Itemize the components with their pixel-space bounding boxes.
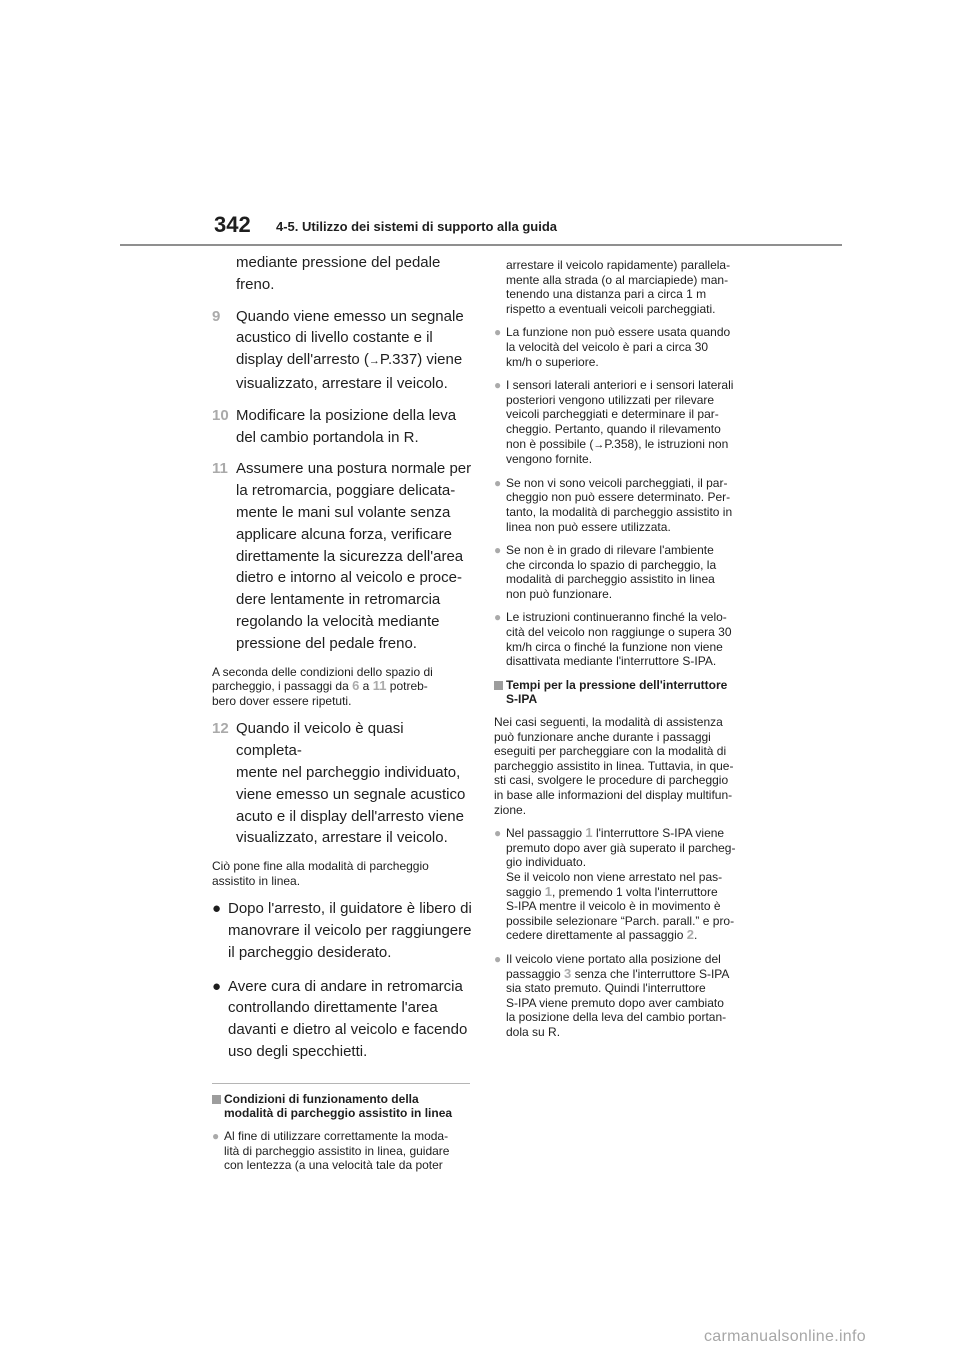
header-divider [120,244,842,246]
bullet-icon: ● [212,1129,220,1144]
left-column [212,252,472,1182]
bullet-continuation: arrestare il veicolo rapidamente) parallela- mente alla strada (o al marciapiede) man- tenendo una distanza pari a circa 1 m rispetto a eventuali veicoli parcheggiati. [506,258,731,316]
bullet-step-3-position: ● Il veicolo viene portato alla posizione del passaggio 3 senza che l'interruttore S-IPA sia stato premuto. Quindi l'interruttore S-IPA viene premuto dopo aver cambiato la posizione della leva del cambio portan- dola su R. [494,951,730,1039]
arrow-right-icon: → [368,355,380,368]
section-title: 4-5. Utilizzo dei sistemi di supporto alla guida [276,219,557,234]
step-10: 10 Modificare la posizione della leva del cambio portandola in R. [212,406,457,446]
bullet-slow-driving: ● Al fine di utilizzare correttamente la moda- lità di parcheggio assistito in linea, guidare con lentezza (a una velocità tale da poter [212,1129,450,1173]
bullet-icon: ● [494,475,502,490]
heading-operating-conditions: Condizioni di funzionamento della modalità di parcheggio assistito in linea [212,1092,472,1121]
bullet-speed-limit: ● La funzione non può essere usata quando la velocità del veicolo è pari a circa 30 km/h o superiore. [494,325,731,369]
bullet-instructions-continue: ● Le istruzioni continueranno finché la velo- cità del veicolo non raggiunge o supera 30 km/h circa o finché la funzione non viene disattivata mediante l'interruttore S-IPA. [494,610,732,669]
step-9: 9 Quando viene emesso un segnale acustico di livello costante e il display dell'arresto (→P.337) viene visualizzato, arrestare il veicolo. [212,307,464,392]
note-end-mode: Ciò pone fine alla modalità di parcheggio assistito in linea. [212,859,429,888]
bullet-icon: ● [494,543,502,558]
bullet-icon: ● [494,325,502,340]
step-8-continuation: mediante pressione del pedale freno. [236,254,441,293]
bullet-step-1-pressed: ● Nel passaggio 1 l'interruttore S-IPA viene premuto dopo aver già superato il parcheg- gio individuato. Se il veicolo non viene arrestato nel pas- saggio 1, premendo 1 volta l'interruttore S-IPA mentre il veicolo è in movimento è possibile selezionare “Parch. parall.” e pro- cedere direttamente al passaggio 2. [494,825,736,943]
bullet-icon: ● [494,378,502,393]
bullet-after-stop: ● Dopo l'arresto, il guidatore è libero di manovrare il veicolo per raggiungere il parcheggio desiderato. [212,900,472,961]
heading-switch-timing: Tempi per la pressione dell'interruttore S-IPA [494,678,754,707]
bullet-side-sensors: ● I sensori laterali anteriori e i sensori laterali posteriori vengono utilizzati per rilevare veicoli parcheggiati e determinare il par- cheggio. Pertanto, quando il rilevamento non è possibile (→P.358), le istruzioni non vengono fornite. [494,378,734,467]
switch-timing-text: Nei casi seguenti, la modalità di assistenza può funzionare anche durante i passaggi eseguiti per parcheggiare con la modalità di parcheggio assistito in linea. Tuttavia, in que- sti casi, svolgere le procedure di parcheggio in base alle informazioni del display multifun- zione. [494,715,734,817]
bullet-icon: ● [212,900,222,918]
bullet-environment-detection: ● Se non è in grado di rilevare l'ambiente che circonda lo spazio di parcheggio, la modalità di parcheggio assistito in linea non può funzionare. [494,543,717,601]
page-reference-link[interactable]: P.358), le istruzioni non [604,436,729,451]
bullet-reverse-care: ● Avere cura di andare in retromarcia controllando direttamente l'area davanti e dietro al veicolo e facendo uso degli specchietti. [212,977,468,1061]
step-number: 9 [212,307,221,325]
square-bullet-icon [212,1095,221,1104]
step-number: 11 [212,460,228,478]
bullet-icon: ● [494,610,502,625]
bullet-icon: ● [494,951,502,966]
page-reference-link[interactable]: P.337) viene [379,351,463,369]
watermark: carmanualsonline.info [704,1328,866,1345]
page-header [0,0,960,250]
arrow-right-icon: → [593,438,605,451]
square-bullet-icon [494,681,503,690]
page-number: 342 [214,212,251,237]
step-number: 12 [212,720,229,738]
step-number: 10 [212,406,229,424]
note-repeat-steps: A seconda delle condizioni dello spazio di parcheggio, i passaggi da 6 a 11 potreb- bero dover essere ripetuti. [212,664,433,708]
bullet-icon: ● [212,977,222,995]
bullet-icon: ● [494,826,502,841]
section-divider [212,1083,470,1084]
bullet-no-parked-vehicles: ● Se non vi sono veicoli parcheggiati, il par- cheggio non può essere determinato. Per- tanto, la modalità di parcheggio assistito in linea non può essere utilizzata. [494,475,733,534]
right-column [494,258,754,1049]
step-11: 11 Assumere una postura normale per la retromarcia, poggiare delicata- mente le mani sul volante senza applicare alcuna forza, verificare direttamente la sicurezza dell'area dietro e intorno al veicolo e proce- dere lentamente in retromarcia regolando la velocità mediante pressione del pedale freno. [212,460,472,652]
step-12: 12 Quando il veicolo è quasi completa- mente nel parcheggio individuato, viene emesso un segnale acustico acuto e il display dell'arresto viene visualizzato, arrestare il veicolo. [212,720,466,847]
